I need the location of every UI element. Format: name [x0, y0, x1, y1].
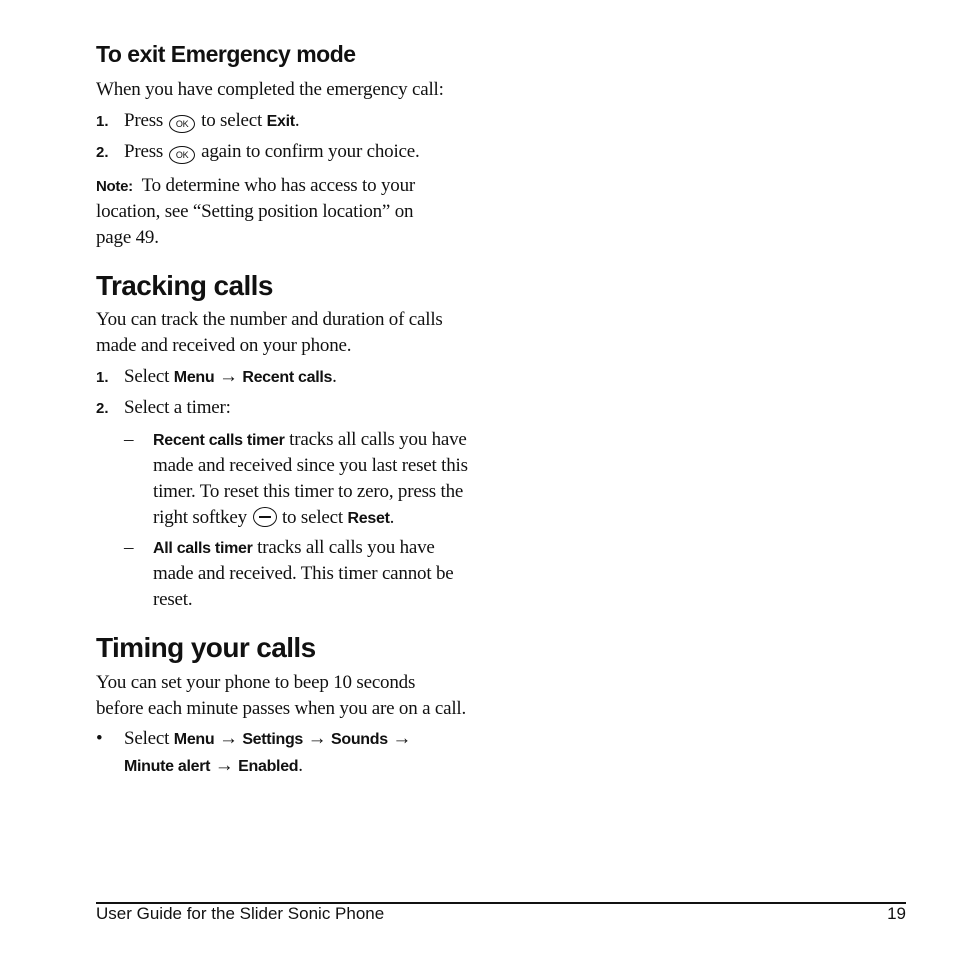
keyword-exit: Exit	[266, 113, 295, 130]
step-text: Press OK to select Exit.	[124, 110, 300, 131]
section-heading-timing-calls: Timing your calls	[96, 632, 316, 663]
step-number: 2.	[96, 400, 109, 417]
section-heading-exit-emergency: To exit Emergency mode	[96, 41, 356, 67]
page-number: 19	[887, 904, 906, 923]
ok-button-icon: OK	[169, 115, 195, 133]
step-text: Select Menu → Recent calls.	[124, 366, 337, 387]
bullet-marker: •	[96, 728, 103, 749]
keyword-enabled: Enabled	[238, 758, 299, 775]
keyword-reset: Reset	[347, 510, 390, 527]
keyword-menu: Menu	[173, 731, 215, 748]
keyword-settings: Settings	[242, 731, 304, 748]
dash-marker: –	[124, 429, 134, 450]
step-number: 1.	[96, 113, 109, 130]
section-heading-tracking-calls: Tracking calls	[96, 270, 273, 301]
note-label: Note:	[96, 178, 133, 195]
step-text: Press OK again to confirm your choice.	[124, 141, 420, 162]
keyword-recent-calls-timer: Recent calls timer	[153, 432, 285, 449]
step-number: 1.	[96, 369, 109, 386]
dash-marker: –	[124, 537, 134, 558]
footer-title: User Guide for the Slider Sonic Phone	[96, 904, 385, 923]
keyword-sounds: Sounds	[330, 731, 388, 748]
keyword-recent-calls: Recent calls	[242, 369, 333, 386]
ok-button-icon: OK	[169, 146, 195, 164]
step-number: 2.	[96, 144, 109, 161]
keyword-menu: Menu	[173, 369, 215, 386]
step-text: Select a timer:	[124, 397, 231, 418]
keyword-minute-alert: Minute alert	[124, 758, 211, 775]
keyword-all-calls-timer: All calls timer	[153, 540, 253, 557]
right-softkey-icon	[253, 507, 277, 527]
exit-intro: When you have completed the emergency call:	[96, 79, 444, 100]
